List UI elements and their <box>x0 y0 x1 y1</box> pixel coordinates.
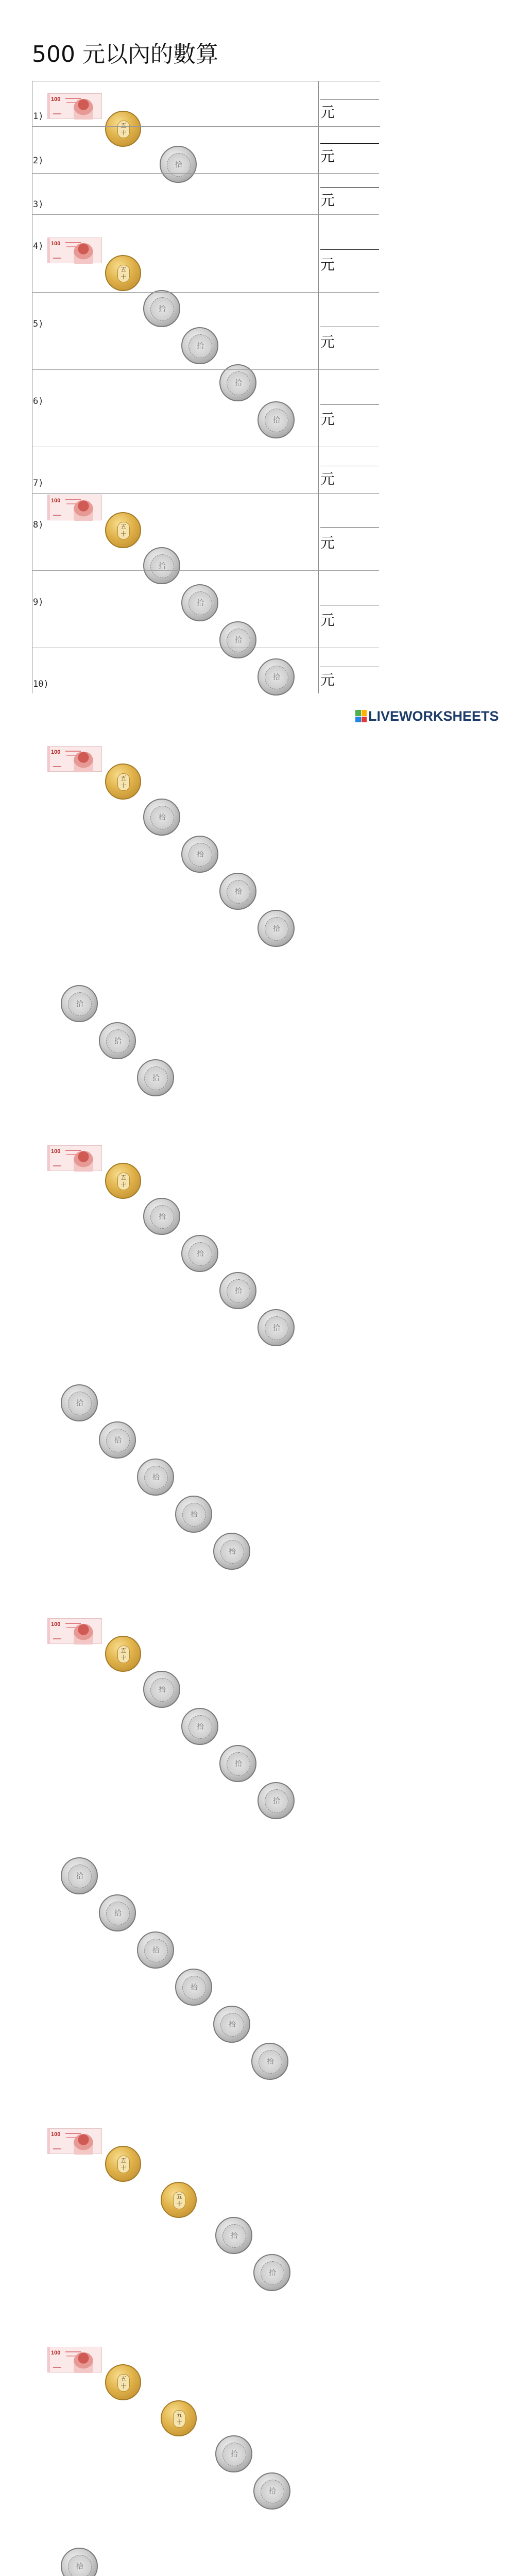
coin-inner <box>261 2480 284 2503</box>
coin-center <box>117 2156 130 2173</box>
coin-inner <box>150 806 174 829</box>
note-stripe <box>48 2347 50 2372</box>
question-number: 2) <box>33 156 44 166</box>
note-portrait <box>74 1151 93 1172</box>
note-portrait <box>74 2352 93 2373</box>
note-denomination: 100 <box>51 749 61 755</box>
coin-center <box>173 2410 185 2428</box>
unit-label: 元 <box>320 470 335 487</box>
coin-inner <box>68 992 92 1016</box>
page-title: 500 元以內的數算 <box>32 41 218 67</box>
unit-label: 元 <box>320 411 335 428</box>
ten-dollar-coin-icon <box>143 1198 180 1235</box>
fifty-dollar-coin-icon <box>105 255 141 291</box>
question-number: 7) <box>33 478 44 488</box>
note-sno <box>53 113 61 114</box>
hundred-dollar-note <box>47 495 102 520</box>
note-sno <box>53 258 61 259</box>
ten-dollar-coin-icon <box>137 1059 174 1096</box>
coin-inner <box>220 1540 244 1564</box>
ten-dollar-coin-icon <box>175 1969 212 2006</box>
ten-dollar-coin-icon <box>143 547 180 584</box>
coin-center <box>117 2374 130 2392</box>
note-portrait <box>74 99 93 120</box>
unit-label: 元 <box>320 104 335 121</box>
row-border <box>32 369 379 370</box>
ten-dollar-coin-icon <box>253 2472 290 2510</box>
liveworksheets-logo <box>355 708 499 724</box>
ten-dollar-coin-icon <box>215 2435 252 2472</box>
note-txt <box>65 98 81 99</box>
hundred-dollar-note <box>47 746 102 772</box>
ten-dollar-coin-icon <box>175 1496 212 1533</box>
coin-inner <box>227 1752 250 1776</box>
coin-center <box>117 1646 130 1663</box>
coin-inner <box>182 1976 206 1999</box>
coin-center <box>117 522 130 539</box>
note-sno <box>53 2148 61 2149</box>
question-number: 1) <box>33 111 44 122</box>
coin-inner <box>150 554 174 578</box>
coin-inner <box>227 371 250 395</box>
question-number: 5) <box>33 319 44 329</box>
fifty-dollar-coin-icon <box>105 2146 141 2182</box>
coin-inner <box>68 2555 92 2576</box>
ten-dollar-coin-icon <box>258 1309 295 1346</box>
note-denomination: 100 <box>51 2131 61 2138</box>
hundred-dollar-note <box>47 93 102 119</box>
logo-mark-icon <box>355 710 367 722</box>
note-denomination: 100 <box>51 2350 61 2356</box>
coin-inner <box>227 1279 250 1303</box>
note-sno <box>53 1165 61 1166</box>
coin-inner <box>259 2050 282 2074</box>
row-border <box>32 292 379 293</box>
note-txt <box>65 751 81 752</box>
row-border <box>32 570 379 571</box>
note-denomination: 100 <box>51 1621 61 1628</box>
unit-label: 元 <box>320 534 335 551</box>
hundred-dollar-note <box>47 1618 102 1644</box>
fifty-dollar-coin-icon <box>105 1636 141 1672</box>
row-border <box>32 493 379 494</box>
coin-center <box>117 265 130 282</box>
note-sno <box>53 766 61 767</box>
ten-dollar-coin-icon <box>181 584 218 621</box>
ten-dollar-coin-icon <box>143 1671 180 1708</box>
fifty-dollar-coin-icon <box>105 2364 141 2400</box>
ten-dollar-coin-icon <box>99 1022 136 1059</box>
coin-inner <box>265 666 288 689</box>
coin-inner <box>150 297 174 321</box>
ten-dollar-coin-icon <box>219 1272 256 1309</box>
hundred-dollar-note <box>47 238 102 263</box>
note-stripe <box>48 94 50 118</box>
coin-center <box>173 2192 185 2209</box>
logo-square-green <box>355 710 361 716</box>
question-number: 4) <box>33 241 44 251</box>
logo-square-yellow <box>362 710 367 716</box>
note-denomination: 100 <box>51 498 61 504</box>
ten-dollar-coin-icon <box>215 2217 252 2254</box>
coin-inner <box>182 1503 206 1527</box>
coin-inner <box>227 880 250 904</box>
coin-inner <box>188 334 212 358</box>
hundred-dollar-note <box>47 1145 102 1171</box>
note-txt <box>65 2351 81 2352</box>
note-stripe <box>48 2129 50 2154</box>
coin-inner <box>265 917 288 941</box>
question-number: 3) <box>33 199 44 210</box>
ten-dollar-coin-icon <box>258 658 295 696</box>
unit-label: 元 <box>320 148 335 165</box>
ten-dollar-coin-icon <box>258 401 295 438</box>
coin-inner <box>188 1242 212 1266</box>
ten-dollar-coin-icon <box>143 290 180 327</box>
coin-inner <box>261 2261 284 2285</box>
fifty-dollar-coin-icon <box>105 111 141 147</box>
coin-inner <box>144 1066 168 1090</box>
answer-blank[interactable] <box>320 143 379 144</box>
question-number: 10) <box>33 679 49 689</box>
logo-square-blue <box>355 717 361 723</box>
ten-dollar-coin-icon <box>61 1384 98 1421</box>
ten-dollar-coin-icon <box>99 1894 136 1931</box>
note-stripe <box>48 238 50 263</box>
note-txt <box>65 1150 81 1151</box>
note-sno <box>53 515 61 516</box>
note-txt <box>65 499 81 500</box>
ten-dollar-coin-icon <box>160 146 197 183</box>
ten-dollar-coin-icon <box>251 2043 288 2080</box>
coin-inner <box>222 2224 246 2248</box>
ten-dollar-coin-icon <box>219 621 256 658</box>
unit-label: 元 <box>320 612 335 629</box>
coin-inner <box>188 591 212 615</box>
note-portrait <box>74 500 93 521</box>
coin-inner <box>265 409 288 432</box>
coin-inner <box>150 1678 174 1702</box>
coin-center <box>117 1173 130 1190</box>
coin-inner <box>106 1429 130 1452</box>
answer-blank[interactable] <box>320 187 379 188</box>
coin-center <box>117 773 130 791</box>
ten-dollar-coin-icon <box>61 1857 98 1894</box>
coin-inner <box>220 2013 244 2037</box>
hundred-dollar-note <box>47 2128 102 2154</box>
note-denomination: 100 <box>51 96 61 103</box>
note-portrait <box>74 243 93 264</box>
fifty-dollar-coin-icon <box>105 764 141 800</box>
note-portrait <box>74 752 93 772</box>
unit-label: 元 <box>320 671 335 688</box>
note-stripe <box>48 1146 50 1171</box>
coin-inner <box>68 1392 92 1415</box>
coin-inner <box>222 2443 246 2466</box>
question-number: 9) <box>33 597 44 607</box>
ten-dollar-coin-icon <box>181 1708 218 1745</box>
coin-inner <box>188 1715 212 1739</box>
fifty-dollar-coin-icon <box>105 512 141 548</box>
row-border <box>32 173 379 174</box>
row-border <box>32 126 380 127</box>
note-txt <box>65 242 81 243</box>
ten-dollar-coin-icon <box>213 1533 250 1570</box>
coin-inner <box>106 1902 130 1925</box>
question-number: 6) <box>33 396 44 406</box>
note-denomination: 100 <box>51 1148 61 1155</box>
row-border <box>32 214 379 215</box>
ten-dollar-coin-icon <box>219 873 256 910</box>
coin-inner <box>144 1939 168 1962</box>
ten-dollar-coin-icon <box>181 327 218 364</box>
note-sno <box>53 1638 61 1639</box>
ten-dollar-coin-icon <box>61 985 98 1022</box>
answer-blank[interactable] <box>320 249 379 250</box>
note-portrait <box>74 2134 93 2155</box>
coin-inner <box>265 1789 288 1813</box>
coin-inner <box>68 1865 92 1888</box>
question-number: 8) <box>33 520 44 530</box>
ten-dollar-coin-icon <box>258 1782 295 1819</box>
ten-dollar-coin-icon <box>137 1459 174 1496</box>
coin-inner <box>106 1029 130 1053</box>
coin-inner <box>227 629 250 652</box>
fifty-dollar-coin-icon <box>161 2182 197 2218</box>
fifty-dollar-coin-icon <box>105 1163 141 1199</box>
unit-label: 元 <box>320 192 335 209</box>
coin-center <box>117 121 130 138</box>
ten-dollar-coin-icon <box>61 2548 98 2576</box>
unit-label: 元 <box>320 256 335 273</box>
ten-dollar-coin-icon <box>253 2254 290 2291</box>
brand-name: LIVEWORKSHEETS <box>368 708 499 724</box>
coin-inner <box>265 1316 288 1340</box>
note-stripe <box>48 495 50 520</box>
ten-dollar-coin-icon <box>181 1235 218 1272</box>
hundred-dollar-note <box>47 2347 102 2372</box>
ten-dollar-coin-icon <box>258 910 295 947</box>
ten-dollar-coin-icon <box>99 1421 136 1459</box>
note-portrait <box>74 1624 93 1645</box>
note-denomination: 100 <box>51 241 61 247</box>
coin-inner <box>144 1466 168 1489</box>
unit-label: 元 <box>320 333 335 350</box>
note-txt <box>65 1623 81 1624</box>
ten-dollar-coin-icon <box>181 836 218 873</box>
ten-dollar-coin-icon <box>219 1745 256 1782</box>
logo-square-red <box>362 717 367 723</box>
note-stripe <box>48 747 50 771</box>
ten-dollar-coin-icon <box>143 799 180 836</box>
note-stripe <box>48 1619 50 1643</box>
note-sno <box>53 2367 61 2368</box>
coin-inner <box>150 1205 174 1229</box>
coin-inner <box>188 843 212 867</box>
note-txt <box>65 2133 81 2134</box>
ten-dollar-coin-icon <box>137 1931 174 1969</box>
ten-dollar-coin-icon <box>213 2006 250 2043</box>
fifty-dollar-coin-icon <box>161 2400 197 2436</box>
